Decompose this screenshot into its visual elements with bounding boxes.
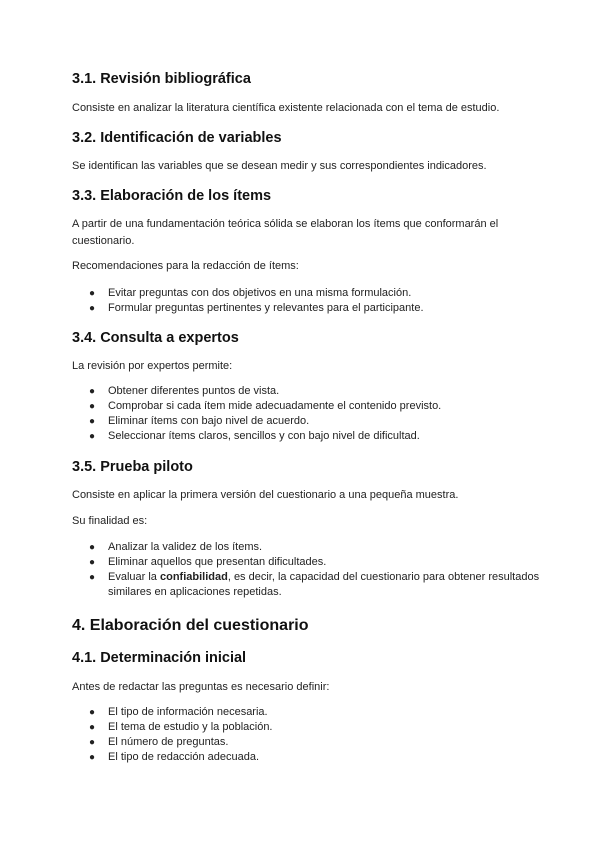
list-item: ● Seleccionar ítems claros, sencillos y con bajo nivel de dificultad. (89, 430, 420, 442)
list-item: ● Formular preguntas pertinentes y relevantes para el participante. (89, 302, 424, 314)
list-item: ● Evaluar la confiabilidad, es decir, la capacidad del cuestionario para obtener resultados similares en aplicaciones repetidas. (89, 571, 540, 598)
bullet-icon: ● (89, 557, 96, 568)
list-item: ● Comprobar si cada ítem mide adecuadamente el contenido previsto. (89, 400, 442, 412)
list-item: ● Evitar preguntas con dos objetivos en una misma formulación. (89, 287, 412, 299)
bullet-icon: ● (89, 752, 96, 763)
list-3-3 (72, 286, 542, 316)
heading-3-2: 3.2. Identificación de variables (72, 130, 282, 146)
paragraph-4-1-intro: Antes de redactar las preguntas es necesario definir: (72, 681, 330, 693)
bullet-icon: ● (89, 722, 96, 733)
paragraph-3-4-intro: La revisión por expertos permite: (72, 360, 233, 372)
heading-4: 4. Elaboración del cuestionario (72, 617, 309, 634)
heading-4-1: 4.1. Determinación inicial (72, 650, 247, 666)
list-item: ● Obtener diferentes puntos de vista. (89, 385, 280, 397)
bullet-icon: ● (89, 401, 96, 412)
list-3-4 (72, 384, 542, 444)
heading-3-1: 3.1. Revisión bibliográfica (72, 71, 251, 87)
paragraph-3-3: A partir de una fundamentación teórica sólida se elaboran los ítems que conformarán el cuestionario. (72, 218, 499, 247)
bullet-icon: ● (89, 288, 96, 299)
bullet-icon: ● (89, 386, 96, 397)
list-item: ● Eliminar ítems con bajo nivel de acuerdo. (89, 415, 310, 427)
bullet-icon: ● (89, 737, 96, 748)
bullet-icon: ● (89, 416, 96, 427)
paragraph-3-3-intro: Recomendaciones para la redacción de ítems: (72, 260, 299, 272)
list-item: ● Analizar la validez de los ítems. (89, 541, 263, 553)
paragraph-3-5: Consiste en aplicar la primera versión del cuestionario a una pequeña muestra. (72, 489, 459, 501)
paragraph-3-5-intro: Su finalidad es: (72, 515, 148, 527)
bullet-icon: ● (89, 431, 96, 442)
bold-term: confiabilidad (159, 571, 228, 583)
paragraph-3-1: Consiste en analizar la literatura científica existente relacionada con el tema de estudio. (72, 102, 500, 114)
list-item: ● El tipo de redacción adecuada. (89, 751, 260, 763)
list-3-5 (72, 540, 542, 600)
paragraph-3-2: Se identifican las variables que se desean medir y sus correspondientes indicadores. (72, 160, 487, 172)
list-item: ● El número de preguntas. (89, 736, 229, 748)
heading-3-5: 3.5. Prueba piloto (72, 459, 193, 475)
bullet-icon: ● (89, 303, 96, 314)
bullet-icon: ● (89, 707, 96, 718)
heading-3-4: 3.4. Consulta a expertos (72, 330, 239, 346)
list-item: ● Eliminar aquellos que presentan dificultades. (89, 556, 327, 568)
list-4-1 (72, 705, 542, 765)
bullet-icon: ● (89, 572, 96, 583)
bullet-icon: ● (89, 542, 96, 553)
list-item: ● El tema de estudio y la población. (89, 721, 273, 733)
list-item: ● El tipo de información necesaria. (89, 706, 268, 718)
heading-3-3: 3.3. Elaboración de los ítems (72, 188, 272, 204)
